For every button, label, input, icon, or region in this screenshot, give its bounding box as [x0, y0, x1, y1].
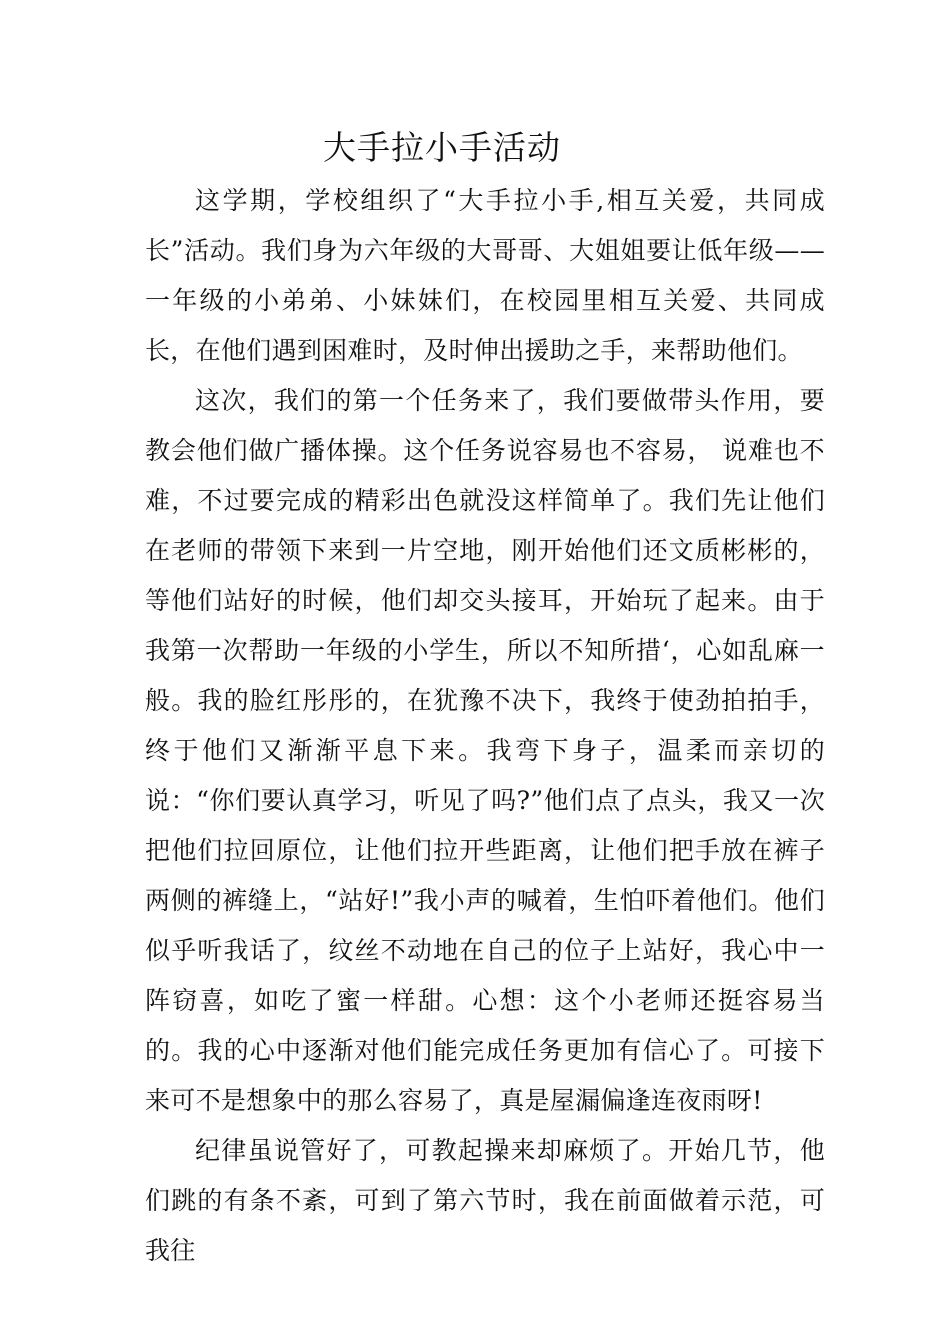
document-body — [145, 176, 825, 1276]
paragraph-2: 这次，我们的第一个任务来了，我们要做带头作用，要教会他们做广播体操。这个任务说容易也不容易， 说难也不难，不过要完成的精彩出色就没这样简单了。我们先让他们在老师的带领下来到一片空地，刚开始他们还文质彬彬的，等他们站好的时候，他们却交头接耳，开始玩了起来。由于我第一次帮助一年级的小学生，所以不知所措‘，心如乱麻一般。我的脸红彤彤的，在犹豫不决下，我终于使劲拍拍手，终于他们又渐渐平息下来。我弯下身子，温柔而亲切的说：“你们要认真学习，听见了吗?”他们点了点头，我又一次把他们拉回原位，让他们拉开些距离，让他们把手放在裤子两侧的裤缝上，“站好!”我小声的喊着，生怕吓着他们。他们似乎听我话了，纹丝不动地在自己的位子上站好，我心中一阵窃喜，如吃了蜜一样甜。心想：这个小老师还挺容易当的。我的心中逐渐对他们能完成任务更加有信心了。可接下来可不是想象中的那么容易了，真是屋漏偏逢连夜雨呀! — [145, 386, 825, 1115]
paragraph-1: 这学期，学校组织了“大手拉小手,相互关爱，共同成长”活动。我们身为六年级的大哥哥、大姐姐要让低年级——一年级的小弟弟、小妹妹们，在校园里相互关爱、共同成长，在他们遇到困难时，及时伸出援助之手，来帮助他们。 — [145, 186, 825, 365]
paragraph-3: 纪律虽说管好了，可教起操来却麻烦了。开始几节，他们跳的有条不紊，可到了第六节时，我在前面做着示范，可我往 — [145, 1136, 825, 1265]
document-title: 大手拉小手活动 — [323, 128, 561, 167]
